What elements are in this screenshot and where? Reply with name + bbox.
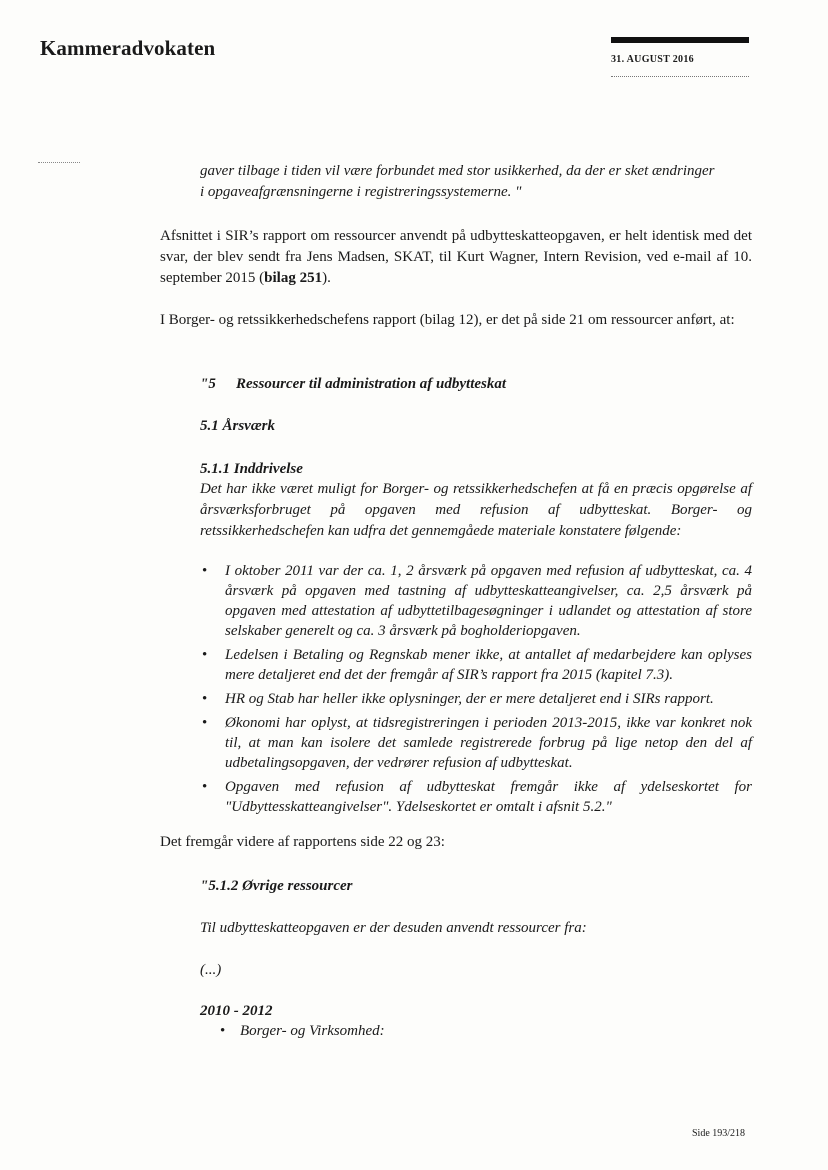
paragraph-sir-report [160,226,752,289]
section-5-1-1-body: Det har ikke været muligt for Borger- og retssikkerhedschefen at få en præcis opgørelse af årsværksforbruget på opgaven med refusion af udbytteskat. Borger- og retssikkerhedschefen kan udfra det gennemgåede materiale konstatere følgende: [200,481,752,539]
sub-list-item: • Borger- og Virksomhed: [220,1021,752,1042]
quote-line-1: gaver tilbage i tiden vil være forbundet med stor usikkerhed, da der er sket ændringer [200,163,715,179]
section-5-1-1-heading: 5.1.1 Inddrivelse [200,461,303,477]
header-bar [611,37,749,43]
bullet-dot: • [202,691,208,707]
bullet-dot: • [202,563,208,579]
bullet-dot: • [202,779,208,795]
header-date-rule [611,76,749,77]
paragraph-borger-report: I Borger- og retssikkerhedschefens rapport (bilag 12), er det på side 21 om ressourcer anført, at: [160,312,735,328]
margin-rule [38,162,80,163]
paragraph-text: Afsnittet i SIR’s rapport om ressourcer anvendt på udbytteskatteopgaven, er helt identisk med det svar, der blev sendt fra Jens Madsen, SKAT, til Kurt Wagner, Intern Revision, ved e-mail af 10. september 2015 ( [160,228,752,286]
list-item: • HR og Stab har heller ikke oplysninger, der er mere detaljeret end i SIRs rapport. [202,691,714,707]
bullet-dot: • [202,647,208,663]
findings-list [200,561,752,821]
section-5-title: Ressourcer til administration af udbytteskat [236,376,507,392]
list-item: • Ledelsen i Betaling og Regnskab mener ikke, at antallet af medarbejdere kan oplyses mere detaljeret end det der fremgår af SIR’s rapport fra 2015 (kapitel 7.3). [202,647,752,683]
quote-intro: Til udbytteskatteopgaven er der desuden anvendt ressourcer fra: [200,920,587,936]
bullet-dot: • [202,715,208,731]
list-item: • Økonomi har oplyst, at tidsregistreringen i perioden 2013-2015, ikke var konkret nok til, at man kan isolere det samlede registrerede forbrug på lige netop den del af udbetalingsopgaven, der vedrører refusion af udbytteskat. [202,715,752,771]
page-number: Side 193/218 [692,1128,746,1139]
header-date: 31. AUGUST 2016 [611,54,694,65]
section-5-number: "5 [200,376,216,392]
bilag-reference: bilag 251 [264,270,323,286]
brand-title: Kammeradvokaten [40,36,216,60]
bullet-dot: • [220,1023,226,1039]
section-5-1-heading: 5.1 Årsværk [200,418,276,434]
section-5-1-2-heading: "5.1.2 Øvrige ressourcer [200,878,353,894]
paragraph-text-end: ). [322,270,331,286]
paragraph-report-pages: Det fremgår videre af rapportens side 22 og 23: [160,834,445,850]
list-item: • Opgaven med refusion af udbytteskat fremgår ikke af ydelseskortet for "Udbyttesskatteangivelser". Ydelseskortet er omtalt i afsnit 5.2." [202,779,752,815]
list-item: • I oktober 2011 var der ca. 1, 2 årsværk på opgaven med refusion af udbytteskat, ca. 4 årsværk på opgaven med tastning af udbytteskatteangivelser, ca. 2,5 årsværk på opgaven med attestation af udbyttetilbagesøgninger i udlandet og attestation af store selskaber generelt og ca. 3 årsværk på bogholderiopgaven. [202,563,752,639]
quote-continuation [200,161,752,203]
ellipsis: (...) [200,962,222,978]
period-heading: 2010 - 2012 [200,1003,273,1019]
section-5-heading [200,374,752,395]
quote-line-2: i opgaveafgrænsningerne i registreringssystemerne. " [200,184,522,200]
